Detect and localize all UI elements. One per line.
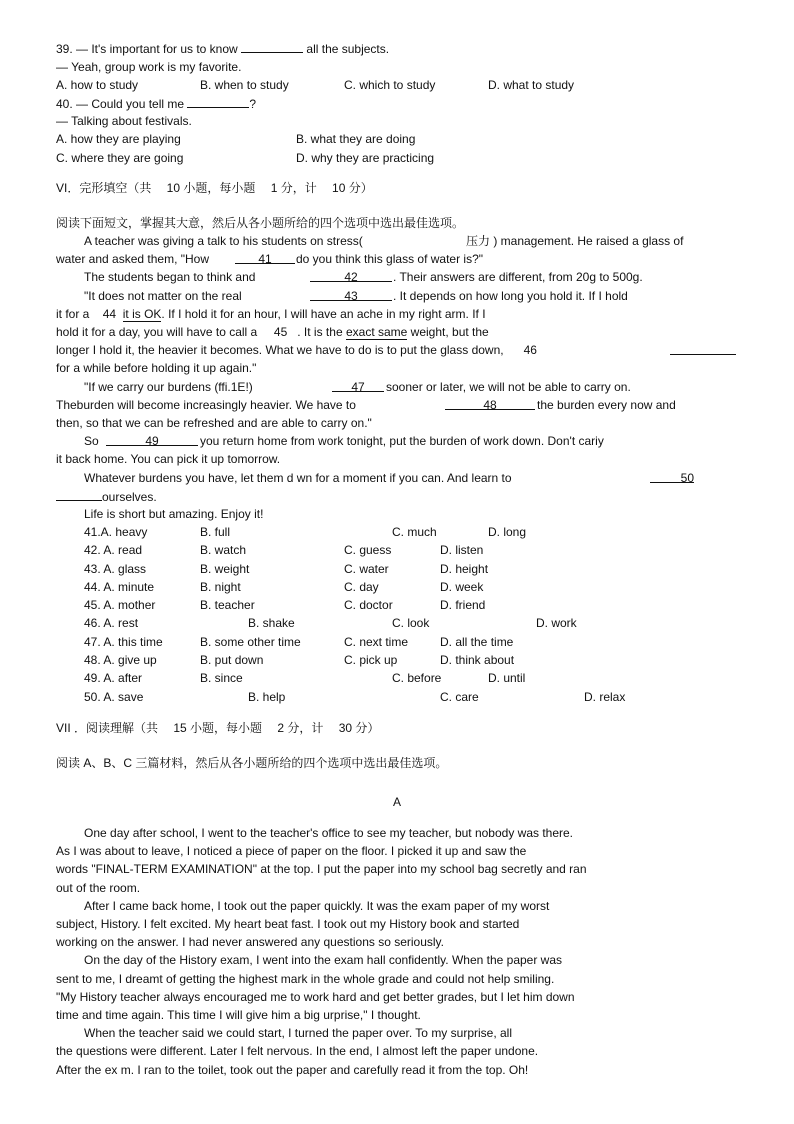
option-44-a[interactable]: 44. A. minute: [84, 580, 155, 594]
reading-a-line-12: When the teacher said we could start, I turned the paper over. To my surprise, all: [84, 1026, 512, 1040]
reading-a-line-8: On the day of the History exam, I went into the exam hall confidently. When the paper was: [84, 953, 563, 967]
option-50-b[interactable]: B. help: [248, 690, 286, 704]
option-47-a[interactable]: 47. A. this time: [84, 635, 163, 649]
q40-option-d[interactable]: D. why they are practicing: [296, 151, 435, 165]
passage-line-4a: "It does not matter on the real: [84, 289, 242, 303]
passage-line-12b: you return home from work tonight, put the burden of work down. Don't cariy: [200, 434, 604, 448]
option-50-a[interactable]: 50. A. save: [84, 690, 144, 704]
section6-instruction: 阅读下面短文，掌握其大意，然后从各小题所给的四个选项中选出最佳选项。: [56, 216, 465, 230]
option-43-d[interactable]: D. height: [440, 562, 489, 576]
option-44-c[interactable]: C. day: [344, 580, 379, 594]
option-41-b[interactable]: B. full: [200, 525, 231, 539]
option-48-a[interactable]: 48. A. give up: [84, 653, 157, 667]
option-45-b[interactable]: B. teacher: [200, 598, 255, 612]
option-47-d[interactable]: D. all the time: [440, 635, 514, 649]
option-47-b[interactable]: B. some other time: [200, 635, 301, 649]
reading-a-line-14: After the ex m. I ran to the toilet, took out the paper and carefully read it from the top. Oh!: [56, 1063, 529, 1077]
passage-line-11: then, so that we can be refreshed and are able to carry on.": [56, 416, 372, 430]
option-49-a[interactable]: 49. A. after: [84, 671, 143, 685]
passage-line-1b: 压力 ) management. He raised a glass of: [466, 234, 684, 248]
option-44-b[interactable]: B. night: [200, 580, 241, 594]
option-41-a[interactable]: 41.A. heavy: [84, 525, 148, 539]
blank-50[interactable]: [56, 489, 102, 501]
option-42-d[interactable]: D. listen: [440, 543, 484, 557]
option-44-d[interactable]: D. week: [440, 580, 484, 594]
q40-blank[interactable]: [187, 96, 249, 108]
q40-reply: — Talking about festivals.: [56, 114, 192, 128]
option-42-a[interactable]: 42. A. read: [84, 543, 143, 557]
passage-line-10a: Theburden will become increasingly heavier. We have to: [56, 398, 356, 412]
option-46-a[interactable]: 46. A. rest: [84, 616, 139, 630]
option-49-b[interactable]: B. since: [200, 671, 243, 685]
section6-title: VI．完形填空（共 10 小题，每小题 1 分，计 10 分）: [56, 181, 373, 195]
reading-a-line-6: subject, History. I felt excited. My heart beat fast. I took out my History book and started: [56, 917, 520, 931]
blank-42[interactable]: 42: [310, 270, 392, 284]
blank-46-number: 46: [523, 343, 537, 357]
q39-option-b[interactable]: B. when to study: [200, 78, 289, 92]
option-47-c[interactable]: C. next time: [344, 635, 409, 649]
reading-a-line-4: out of the room.: [56, 881, 141, 895]
blank-48[interactable]: 48: [445, 398, 535, 412]
q39-reply: — Yeah, group work is my favorite.: [56, 60, 242, 74]
q40-option-b[interactable]: B. what they are doing: [296, 132, 416, 146]
passage-line-2a: water and asked them, "How: [56, 252, 209, 266]
passage-line-1a: A teacher was giving a talk to his students on stress(: [84, 234, 363, 248]
option-41-c[interactable]: C. much: [392, 525, 437, 539]
blank-43[interactable]: 43: [310, 289, 392, 303]
blank-41[interactable]: 41: [235, 252, 295, 266]
option-50-d[interactable]: D. relax: [584, 690, 626, 704]
blank-47[interactable]: 47: [332, 380, 384, 394]
blank-44[interactable]: 44: [102, 307, 117, 321]
option-46-c[interactable]: C. look: [392, 616, 430, 630]
option-43-b[interactable]: B. weight: [200, 562, 250, 576]
reading-a-line-9: sent to me, I dreamt of getting the highest mark in the whole grade and could not help smiling.: [56, 972, 555, 986]
q40-option-a[interactable]: A. how they are playing: [56, 132, 181, 146]
reading-a-line-2: As I was about to leave, I noticed a piece of paper on the floor. I picked it up and saw the: [56, 844, 527, 858]
passage-line-4b: . It depends on how long you hold it. If I hold: [393, 289, 628, 303]
option-48-c[interactable]: C. pick up: [344, 653, 398, 667]
blank-49[interactable]: 49: [106, 434, 198, 448]
option-43-c[interactable]: C. water: [344, 562, 389, 576]
option-46-d[interactable]: D. work: [536, 616, 577, 630]
passage-line-5: it for a 44 it is OK. If I hold it for an hour, I will have an ache in my right arm. If I: [56, 307, 486, 321]
q39-blank[interactable]: [241, 41, 303, 53]
option-46-b[interactable]: B. shake: [248, 616, 295, 630]
passage-line-16: Life is short but amazing. Enjoy it!: [84, 507, 264, 521]
passage-line-2b: do you think this glass of water is?": [296, 252, 484, 266]
reading-a-line-5: After I came back home, I took out the paper quickly. It was the exam paper of my worst: [84, 899, 550, 913]
reading-a-line-7: working on the answer. I had never answered any questions so seriously.: [56, 935, 444, 949]
passage-line-10b: the burden every now and: [537, 398, 676, 412]
option-48-d[interactable]: D. think about: [440, 653, 515, 667]
blank-45[interactable]: 45: [273, 325, 288, 339]
option-45-d[interactable]: D. friend: [440, 598, 486, 612]
q39-option-a[interactable]: A. how to study: [56, 78, 139, 92]
q40-stem: 40. — Could you tell me ?: [56, 97, 257, 111]
reading-a-line-11: time and time again. This time I will give him a big urprise," I thought.: [56, 1008, 421, 1022]
passage-line-8: for a while before holding it up again.": [56, 361, 257, 375]
blank-50-number: 50: [650, 471, 694, 485]
section7-instruction: 阅读 A、B、C 三篇材料，然后从各小题所给的四个选项中选出最佳选项。: [56, 756, 448, 770]
option-43-a[interactable]: 43. A. glass: [84, 562, 147, 576]
option-48-b[interactable]: B. put down: [200, 653, 264, 667]
blank-46[interactable]: [670, 343, 736, 358]
option-45-c[interactable]: C. doctor: [344, 598, 393, 612]
q40-option-c[interactable]: C. where they are going: [56, 151, 184, 165]
option-50-c[interactable]: C. care: [440, 690, 479, 704]
passage-line-15: ourselves.: [56, 489, 157, 504]
passage-label-a: A: [393, 795, 402, 809]
option-42-c[interactable]: C. guess: [344, 543, 392, 557]
option-42-b[interactable]: B. watch: [200, 543, 247, 557]
passage-line-13: it back home. You can pick it up tomorrow.: [56, 452, 281, 466]
reading-a-line-3: words "FINAL-TERM EXAMINATION" at the top. I put the paper into my school bag secretly and ran: [56, 862, 587, 876]
option-45-a[interactable]: 45. A. mother: [84, 598, 156, 612]
passage-line-7: longer I hold it, the heavier it becomes. What we have to do is to put the glass down, 46: [56, 343, 537, 357]
option-41-d[interactable]: D. long: [488, 525, 527, 539]
passage-line-3b: . Their answers are different, from 20g to 500g.: [393, 270, 643, 284]
reading-a-line-10: "My History teacher always encouraged me to work hard and get better grades, but I let him down: [56, 990, 575, 1004]
passage-line-12a: So: [84, 434, 99, 448]
passage-line-3a: The students began to think and: [84, 270, 256, 284]
reading-a-line-1: One day after school, I went to the teacher's office to see my teacher, but nobody was there.: [84, 826, 574, 840]
passage-line-9b: sooner or later, we will not be able to carry on.: [386, 380, 631, 394]
passage-line-9a: "If we carry our burdens (ffi.1E!): [84, 380, 253, 394]
reading-a-line-13: the questions were different. Later I felt nervous. In the end, I almost left the paper undone.: [56, 1044, 539, 1058]
q39-option-d[interactable]: D. what to study: [488, 78, 575, 92]
option-49-c[interactable]: C. before: [392, 671, 442, 685]
passage-line-14a: Whatever burdens you have, let them d wn for a moment if you can. And learn to: [84, 471, 512, 485]
passage-line-6: hold it for a day, you will have to call a 45 . It is the exact same weight, but the: [56, 325, 489, 339]
section7-title: VII ．阅读理解（共 15 小题，每小题 2 分，计 30 分）: [56, 721, 380, 735]
q39-stem: 39. — It's important for us to know all the subjects.: [56, 42, 390, 56]
option-49-d[interactable]: D. until: [488, 671, 526, 685]
q39-option-c[interactable]: C. which to study: [344, 78, 436, 92]
